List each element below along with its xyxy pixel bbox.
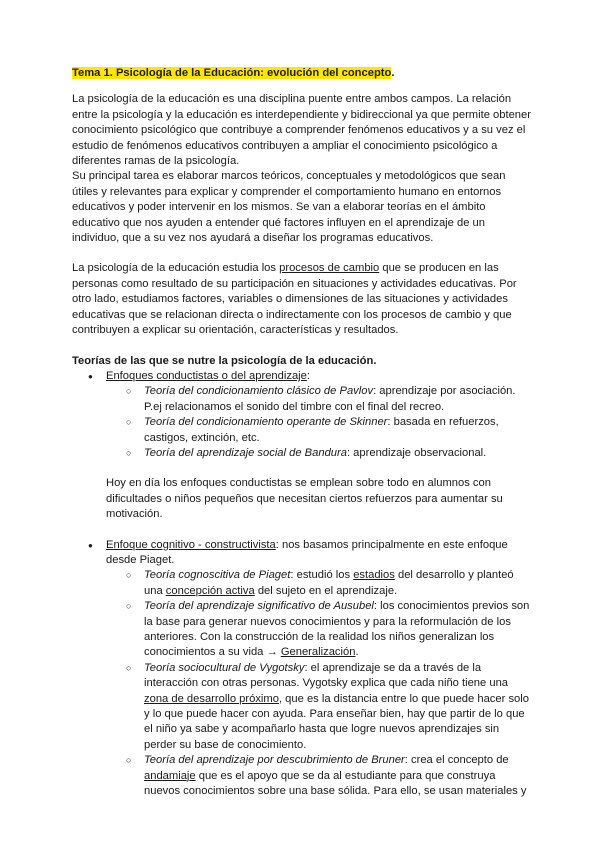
change-paragraph: La psicología de la educación estudia los procesos de cambio que se producen en las personas como resultado de su participación en situaciones y actividades educativas. Por otro lado, estudiamos factores, variables o dimensiones de las situaciones y actividades educativas que se relacionan directa o indirectamente con los procesos de cambio y que contribuyen a explicar su orientación, características y resultados. (72, 262, 517, 337)
document-content (72, 66, 532, 799)
intro-paragraph-2: Su principal tarea es elaborar marcos teóricos, conceptuales y metodológicos que sean útiles y relevantes para explicar y comprender el comportamiento humano en entornos educativos y poder intervenir en los mismos. Se van a elaborar teorías en el ámbito educativo que nos ayuden a entender qué factores influyen en el aprendizaje de un individuo, que a su vez nos ayudará a diseñar los programas educativos. (72, 170, 506, 245)
list-item-skinner: ○ Teoría del condicionamiento operante de Skinner: basada en refuerzos, castigos, extinción, etc. (106, 415, 532, 446)
theories-list (72, 369, 532, 800)
list-item-piaget: ○ Teoría cognoscitiva de Piaget: estudió los estadios del desarrollo y planteó una concepción activa del sujeto en el aprendizaje. (106, 568, 532, 599)
list-item-bandura: ○ Teoría del aprendizaje social de Bandura: aprendizaje observacional. (106, 446, 532, 461)
list-item-conductist: ● Enfoques conductistas o del aprendizaje: ○ Teoría del condicionamiento clásico de Pavlov: aprendizaje por asociación. P.ej relacionamos el sonido del timbre con el final del recreo. ○ Teoría del condicionamiento operante de Skinner: basada en refuerzos, castigos, extinción, etc. ○ Teoría del aprendizaje social de Bandura: aprendizaje observacional. Hoy en día los enfoques conductistas se emplean sobre todo en alumnos con dificultades o niños pequeños que necesitan ciertos refuerzos para aumentar su motivación. (72, 369, 532, 538)
list-item-bruner: ○ Teoría del aprendizaje por descubrimiento de Bruner: crea el concepto de andamiaje que es el apoyo que se da al estudiante para que construya nuevos conocimientos sobre una base sólida. Para ello, se usan materiales y (106, 753, 532, 799)
change-underlined-term: procesos de cambio (279, 262, 380, 275)
theories-heading: Teorías de las que se nutre la psicología de la educación. (72, 354, 377, 367)
list-item-vygotsky: ○ Teoría sociocultural de Vygotsky: el aprendizaje se da a través de la interacción con otras personas. Vygotsky explica que cada niño tiene una zona de desarrollo próximo, que es la distancia entre lo que puede hacer solo y lo que puede hacer con ayuda. Para enseñar bien, hay que partir de lo que el niño ya sabe y acompañarlo hasta que logre nuevos aprendizajes sin perder su base de conocimiento. (106, 661, 532, 753)
cognitive-sublist (106, 568, 532, 799)
document-title: Tema 1. Psicología de la Educación: evolución del concepto. (72, 67, 395, 79)
list-item-ausubel: ○ Teoría del aprendizaje significativo de Ausubel: los conocimientos previos son la base para generar nuevos conocimientos y para la reformulación de los anteriores. Con la construcción de la realidad los niños generalizan los conocimientos a su vida → Generalización. (106, 599, 532, 661)
intro-paragraph-1: La psicología de la educación es una disciplina puente entre ambos campos. La relación entre la psicología y la educación es interdependiente y bidireccional ya que permite obtener conocimiento psicológico que contribuye a comprender fenómenos educativos y a su vez el estudio de fenómenos educativos contribuyen a ampliar el conocimiento psicológico a diferentes ramas de la psicología. (72, 93, 531, 168)
conductist-note: Hoy en día los enfoques conductistas se emplean sobre todo en alumnos con dificultades o niños pequeños que necesitan ciertos refuerzos para aumentar su motivación. (106, 477, 503, 521)
list-item-cognitive: ● Enfoque cognitivo - constructivista: nos basamos principalmente en este enfoque desde Piaget. ○ Teoría cognoscitiva de Piaget: estudió los estadios del desarrollo y planteó una concepción activa del sujeto en el aprendizaje. ○ Teoría del aprendizaje significativo de Ausubel: los conocimientos previos son la base para generar nuevos conocimientos y para la reformulación de los anteriores. Con la construcción de la realidad los niños generalizan los conocimientos a su vida → Generalización. ○ Teoría sociocultural de Vygotsky: el aprendizaje se da a través de la interacción con otras personas. Vygotsky explica que cada niño tiene una zona de desarrollo próximo, que es la distancia entre lo que puede hacer solo y lo que puede hacer con ayuda. Para enseñar bien, hay que partir de lo que el niño ya sabe y acompañarlo hasta que logre nuevos aprendizajes sin perder su base de conocimiento. ○ Teoría del aprendizaje por descubrimiento de Bruner: crea el concepto de andamiaje que es el apoyo que se da al estudiante para que construya nuevos conocimientos sobre una base sólida. Para ello, se usan materiales y (72, 538, 532, 800)
list-item-pavlov: ○ Teoría del condicionamiento clásico de Pavlov: aprendizaje por asociación. P.ej relacionamos el sonido del timbre con el final del recreo. (106, 384, 532, 415)
title-highlight: Tema 1. Psicología de la Educación: evolución del concepto (72, 67, 392, 79)
conductist-sublist (106, 384, 532, 461)
conductist-label: Enfoques conductistas o del aprendizaje (106, 369, 307, 382)
cognitive-label: Enfoque cognitivo - constructivista (106, 538, 276, 551)
